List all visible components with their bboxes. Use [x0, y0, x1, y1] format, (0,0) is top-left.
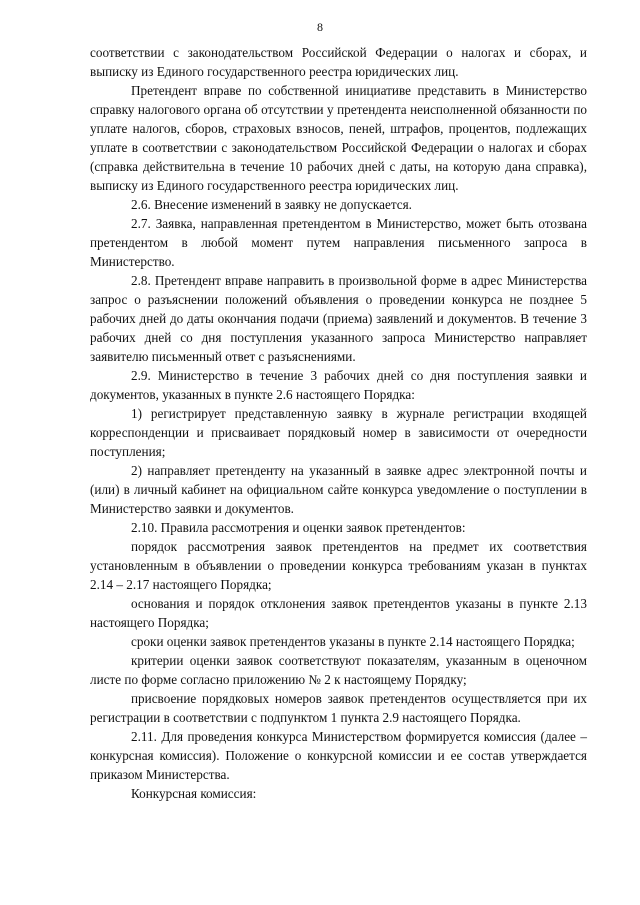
paragraph-commission: Конкурсная комиссия:: [131, 786, 257, 801]
paragraph-2-6: 2.6. Внесение изменений в заявку не допускается.: [131, 197, 412, 212]
page-number: 8: [317, 20, 323, 34]
list-item-2-9-1: 1) регистрирует представленную заявку в журнале регистрации входящей корреспонденции и присваивает порядковый номер в зависимости от очередности поступления;: [90, 406, 587, 459]
list-item-2-10-b: основания и порядок отклонения заявок претендентов указаны в пункте 2.13 настоящего Порядка;: [90, 596, 587, 630]
paragraph-2-8: 2.8. Претендент вправе направить в произвольной форме в адрес Министерства запрос о разъяснении положений объявления о проведении конкурса не позднее 5 рабочих дней до даты окончания подачи (приема) заявлений и документов. В течение 3 рабочих дней со дня поступления указанного запроса Министерство направляет заявителю письменный ответ с разъяснениями.: [90, 273, 587, 364]
list-item-2-9-2: 2) направляет претенденту на указанный в заявке адрес электронной почты и (или) в личный кабинет на официальном сайте конкурса уведомление о поступлении в Министерство заявки и документов.: [90, 463, 587, 516]
paragraph-2-9: 2.9. Министерство в течение 3 рабочих дней со дня поступления заявки и документов, указанных в пункте 2.6 настоящего Порядка:: [90, 368, 587, 402]
list-item-2-10-d: критерии оценки заявок соответствуют показателям, указанным в оценочном листе по форме согласно приложению № 2 к настоящему Порядку;: [90, 653, 587, 687]
paragraph: Претендент вправе по собственной инициативе представить в Министерство справку налогового органа об отсутствии у претендента неисполненной обязанности по уплате налогов, сборов, страховых взносов, пеней, штрафов, процентов, подлежащих уплате в соответствии с законодательством Российской Федерации о налогах и сборах (справка действительна в течение 10 рабочих дней с даты, на которую дана справка), выписку из Единого государственного реестра юридических лиц.: [90, 83, 587, 193]
paragraph-2-11: 2.11. Для проведения конкурса Министерством формируется комиссия (далее – конкурсная комиссия). Положение о конкурсной комиссии и ее состав утверждается приказом Министерства.: [90, 729, 587, 782]
list-item-2-10-c: сроки оценки заявок претендентов указаны в пункте 2.14 настоящего Порядка;: [131, 634, 575, 649]
paragraph-continuation: соответствии с законодательством Российской Федерации о налогах и сборах, и выписку из Единого государственного реестра юридических лиц.: [90, 45, 587, 79]
paragraph-2-7: 2.7. Заявка, направленная претендентом в Министерство, может быть отозвана претендентом в любой момент путем направления письменного запроса в Министерство.: [90, 216, 587, 269]
list-item-2-10-e: присвоение порядковых номеров заявок претендентов осуществляется при их регистрации в соответствии с подпунктом 1 пункта 2.9 настоящего Порядка.: [90, 691, 587, 725]
document-body: [90, 43, 587, 803]
list-item-2-10-a: порядок рассмотрения заявок претендентов на предмет их соответствия установленным в объявлении о проведении конкурса требованиям указан в пунктах 2.14 – 2.17 настоящего Порядка;: [90, 539, 587, 592]
paragraph-2-10: 2.10. Правила рассмотрения и оценки заявок претендентов:: [131, 520, 466, 535]
